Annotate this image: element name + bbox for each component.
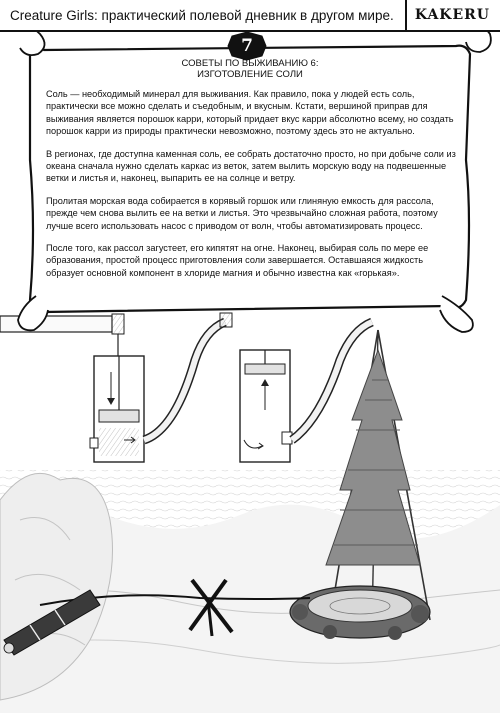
tip-paragraph: Соль — необходимый минерал для выживания. Как правило, пока у людей есть соль, практически все можно сделать и съедобным, и вкусным. Кстати, вершиной приправ для выживания является порошок карри, который придает вкус карри абсолютно всему, но создать порошок карри из природы практически невозможно, поэтому здесь это не актуально. bbox=[46, 89, 454, 137]
tip-paragraph: Пролитая морская вода собирается в корявый горшок или глиняную емкость для рассола, прежде чем снова вылить ее на ветки и листья. Это чрезвычайно сложная работа, поэтому лучше всего использовать насос с приводом от волн, чтобы автоматизировать процесс. bbox=[46, 195, 438, 231]
right-hose bbox=[292, 322, 372, 440]
left-hose bbox=[144, 313, 232, 440]
series-title: Creature Girls: практический полевой дневник в другом мире. bbox=[10, 7, 394, 23]
tip-number: 7 bbox=[241, 36, 253, 56]
tip-paragraph: После того, как рассол загустеет, его кипятят на огне. Наконец, выбирая соль по мере ее образования, простой процесс приготовления соли завершается. Оставшаяся жидкость образует основной компонент в хлориде магния и обычно известна как «горькая». bbox=[46, 243, 429, 278]
author-brand: KAKERU bbox=[405, 0, 500, 30]
tip-paragraph: В регионах, где доступна каменная соль, ее собрать достаточно просто, но при добыче соли из океана сначала нужно сделать каркас из веток, затем вылить морскую воду на подвешенные ветки и листья и, наконец, выпарить ее на солнце и ветру. bbox=[46, 148, 456, 184]
tip-heading bbox=[150, 58, 350, 80]
piston-pump-up-icon bbox=[240, 350, 292, 462]
tip-body bbox=[46, 88, 456, 289]
tip-heading-line1: СОВЕТЫ ПО ВЫЖИВАНИЮ 6: bbox=[181, 58, 319, 69]
piston-pump-down-icon bbox=[90, 356, 144, 462]
tip-heading-line2: ИЗГОТОВЛЕНИЕ СОЛИ bbox=[197, 69, 303, 80]
page-header bbox=[0, 0, 500, 32]
